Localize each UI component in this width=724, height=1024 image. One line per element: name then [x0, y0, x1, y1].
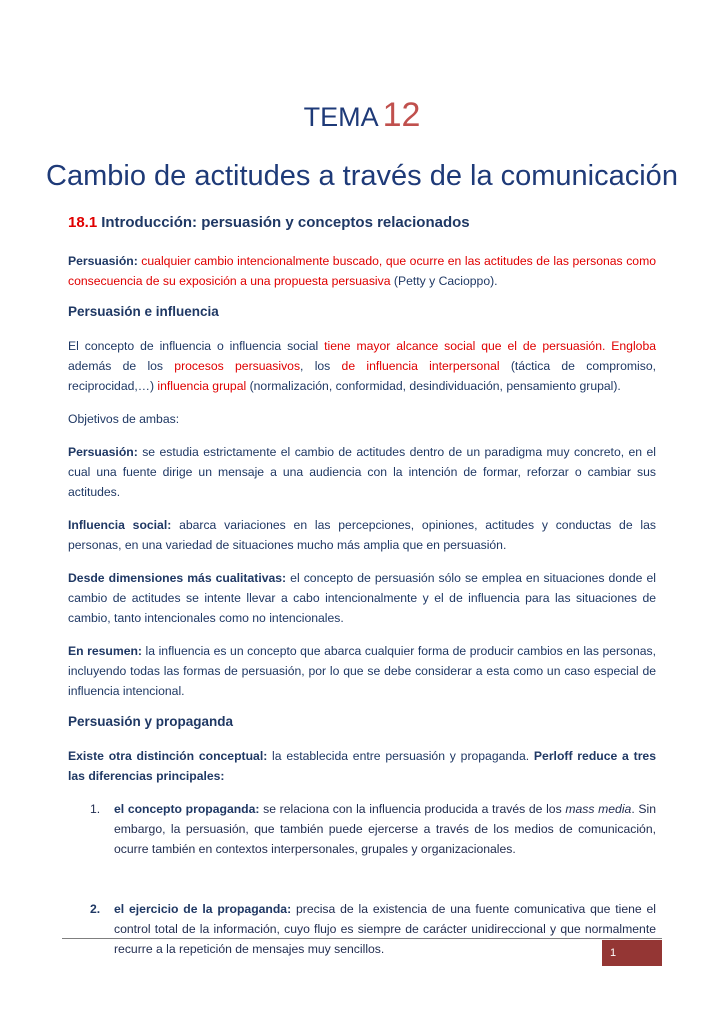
distinction-paragraph [68, 746, 656, 786]
list-item-text: precisa de la existencia de una fuente comunicativa que tiene el control total de la información, cuyo flujo es siempre de carácter unidireccional y que normalmente recurre a la repetición de mensajes muy sencillos. [114, 902, 657, 956]
list-item-term: el ejercicio de la propaganda: [114, 902, 292, 916]
page-number-badge: 1 [602, 940, 662, 966]
paragraph-term: Desde dimensiones más cualitativas: [68, 571, 287, 585]
paragraph-term: Persuasión: [68, 445, 138, 459]
definition-citation: (Petty y Cacioppo). [390, 274, 498, 288]
section-title: Introducción: persuasión y conceptos relacionados [101, 214, 470, 231]
list-item [68, 899, 656, 959]
definition-term: Persuasión: [68, 254, 138, 268]
list-item-text: se relaciona con la influencia producida a través de los [259, 802, 566, 816]
influence-paragraph [68, 336, 656, 396]
text-run: El concepto de influencia o influencia social [68, 339, 325, 353]
footer-divider [62, 938, 662, 939]
differences-list [68, 799, 656, 959]
text-run: (táctica de compromiso, reciprocidad,…) [68, 359, 656, 393]
text-run: , los [300, 359, 342, 373]
list-item-number: 1. [90, 802, 101, 816]
objectives-paragraph: Objetivos de ambas: [68, 412, 180, 426]
paragraph-term: Perloff reduce a tres las diferencias principales: [68, 749, 656, 783]
definition-text: cualquier cambio intencionalmente buscado, que ocurre en las actitudes de las personas como consecuencia de su exposición a una propuesta persuasiva [68, 254, 656, 288]
document-body [68, 214, 656, 959]
highlight-run: procesos persuasivos [174, 359, 301, 373]
list-item-text: . Sin embargo, la persuasión, que también puede ejercerse a través de los medios de comunicación, ocurre también en contextos interpersonales, grupales y organizacionales. [114, 802, 656, 856]
persuasion-paragraph [68, 442, 656, 502]
definition-paragraph [68, 251, 656, 291]
paragraph-text: la establecida entre persuasión y propaganda. [267, 749, 534, 763]
paragraph-text: abarca variaciones en las percepciones, opiniones, actitudes y conductas de las personas, en una variedad de situaciones mucho más amplia que en persuasión. [68, 518, 656, 552]
page-title: Cambio de actitudes a través de la comunicación [46, 160, 678, 192]
list-item [68, 799, 656, 859]
list-item-italic: mass media [565, 802, 632, 816]
tema-number: 12 [382, 96, 421, 134]
paragraph-text: se estudia estrictamente el cambio de actitudes dentro de un paradigma muy concreto, en el cual una fuente dirige un mensaje a una audiencia con la intención de formar, reforzar o cambiar sus actitudes. [68, 445, 656, 499]
list-item-number: 2. [90, 902, 101, 916]
section-number: 18.1 [68, 214, 98, 231]
highlight-run: de influencia interpersonal [341, 359, 500, 373]
paragraph-term: Existe otra distinción conceptual: [68, 749, 268, 763]
text-run: (normalización, conformidad, desindividuación, pensamiento grupal). [246, 379, 621, 393]
paragraph-term: Influencia social: [68, 518, 172, 532]
summary-paragraph [68, 641, 656, 701]
paragraph-term: En resumen: [68, 644, 142, 658]
subheading-persuasion-propaganda: Persuasión y propaganda [68, 714, 234, 729]
paragraph-text: el concepto de persuasión sólo se emplea en situaciones donde el cambio de actitudes se intente llevar a cabo intencionalmente y el de influencia para las situaciones de cambio, tanto intencionales como no intencionales. [68, 571, 656, 625]
subheading-persuasion-influencia: Persuasión e influencia [68, 304, 219, 319]
text-run: además de los [68, 359, 175, 373]
paragraph-text: la influencia es un concepto que abarca cualquier forma de producir cambios en las personas, incluyendo todas las formas de persuasión, por lo que se debe considerar a esta como un caso especial de influencia intencional. [68, 644, 656, 698]
social-influence-paragraph [68, 515, 656, 555]
qualitative-paragraph [68, 568, 656, 628]
tema-heading [0, 96, 724, 135]
highlight-run: influencia grupal [157, 379, 247, 393]
highlight-run: tiene mayor alcance social que el de persuasión. Engloba [324, 339, 657, 353]
section-heading [68, 214, 656, 231]
list-item-term: el concepto propaganda: [114, 802, 260, 816]
tema-word: TEMA [303, 102, 379, 132]
